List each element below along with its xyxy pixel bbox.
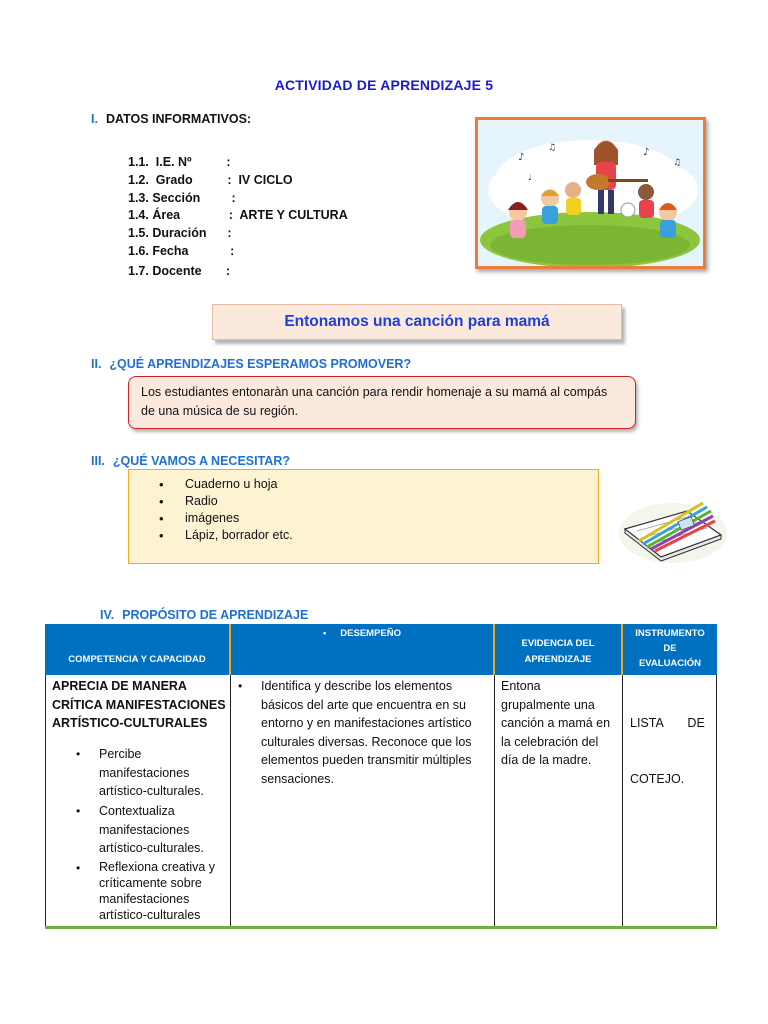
desempeno-line: básicos del arte que encuentra en su: [261, 697, 466, 712]
section-number: I.: [91, 112, 98, 126]
header-evidencia-line: APRENDIZAJE: [524, 654, 592, 665]
capacidad-line: Reflexiona creativa y: [99, 860, 216, 874]
column-divider: [622, 675, 623, 927]
info-row-seccion: 1.3. Sección :: [128, 191, 236, 205]
instrumento-line: COTEJO.: [630, 771, 685, 786]
capacidad-line: artístico-culturales.: [99, 784, 204, 798]
section-aprendizajes-heading: [91, 357, 411, 371]
section-number: IV.: [100, 608, 115, 622]
competencia-title-line: ARTÍSTICO-CULTURALES: [52, 716, 208, 730]
header-instrumento: [623, 624, 717, 675]
materials-list: [159, 476, 293, 544]
capacidad-line: manifestaciones: [99, 892, 190, 906]
desempeno-line: entorno y en manifestaciones artístico: [261, 716, 472, 730]
info-row-grado: 1.2. Grado : IV CICLO: [128, 173, 293, 187]
capacidad-line: Percibe: [99, 747, 142, 761]
section-number: II.: [91, 357, 102, 371]
header-desempeno: • DESEMPEÑO: [322, 628, 402, 639]
section-number: III.: [91, 454, 105, 468]
column-divider: [494, 675, 495, 927]
svg-text:♫: ♫: [673, 158, 682, 168]
header-instrumento-line: INSTRUMENTO: [635, 628, 705, 639]
notebook-pencils-illustration: [617, 489, 729, 567]
children-singing-illustration: [475, 117, 706, 269]
capacidad-line: críticamente sobre: [99, 876, 202, 890]
evidencia-line: Entona: [501, 679, 541, 693]
table-bottom-border: [45, 926, 717, 929]
header-instrumento-line: DE: [663, 643, 677, 654]
bullet: •: [76, 747, 81, 761]
desempeno-line: Identifica y describe los elementos: [261, 679, 453, 693]
svg-text:♫: ♫: [548, 143, 557, 153]
info-row-fecha: 1.6. Fecha :: [128, 244, 235, 258]
capacidad-item: [99, 802, 204, 858]
desempeno-line: sensaciones.: [261, 771, 334, 786]
instrumento-line: LISTA DE: [630, 716, 705, 730]
header-evidencia: [495, 624, 621, 675]
info-row-docente: 1.7. Docente :: [128, 264, 231, 278]
list-item: • Radio: [159, 493, 293, 510]
document-title: ACTIVIDAD DE APRENDIZAJE 5: [274, 77, 494, 93]
list-item: • imágenes: [159, 510, 293, 527]
list-item: • Lápiz, borrador etc.: [159, 527, 293, 544]
capacidad-line: artístico-culturales.: [99, 841, 204, 855]
section-datos-informativos-heading: [91, 112, 251, 126]
section-heading-text: ¿QUÉ APRENDIZAJES ESPERAMOS PROMOVER?: [109, 357, 412, 371]
competencia-title: [52, 677, 226, 733]
capacidad-item: [99, 859, 215, 923]
instrumento-text: [630, 677, 705, 825]
header-competencia: COMPETENCIA Y CAPACIDAD: [68, 654, 206, 665]
aprendizajes-line: de una música de su región.: [141, 404, 299, 418]
capacidad-line: artístico-culturales: [99, 908, 201, 922]
aprendizajes-line: Los estudiantes entonaràn una canción para rendir homenaje a su mamá al compás: [141, 385, 608, 399]
header-evidencia-line: EVIDENCIA DEL: [521, 638, 595, 649]
aprendizajes-box: [128, 376, 636, 429]
capacidad-line: manifestaciones: [99, 765, 190, 780]
section-heading-text: ¿QUÉ VAMOS A NECESITAR?: [112, 454, 290, 468]
bullet: •: [76, 861, 81, 875]
svg-text:♩: ♩: [528, 173, 532, 182]
table-body: [45, 675, 717, 927]
section-proposito-heading: [100, 608, 308, 622]
capacidad-line: manifestaciones: [99, 822, 190, 837]
evidencia-text: [501, 677, 610, 770]
competencia-title-line: APRECIA DE MANERA: [52, 679, 187, 693]
list-item: • Cuaderno u hoja: [159, 476, 293, 493]
evidencia-line: la celebración del: [501, 734, 599, 749]
svg-text:♪: ♪: [643, 147, 650, 158]
materials-box: [128, 469, 599, 564]
header-instrumento-line: EVALUACIÓN: [638, 658, 702, 669]
capacidad-item: [99, 745, 204, 801]
info-row-duracion: 1.5. Duración :: [128, 226, 232, 240]
svg-text:♪: ♪: [518, 152, 525, 163]
table-header: [45, 624, 717, 675]
bullet: •: [238, 679, 243, 693]
desempeno-line: culturales diversas. Reconoce que los: [261, 734, 472, 749]
evidencia-line: canción a mamá en: [501, 716, 611, 730]
info-row-area: 1.4. Área : ARTE Y CULTURA: [128, 208, 348, 222]
capacidad-line: Contextualiza: [99, 804, 175, 818]
section-necesitar-heading: [91, 454, 290, 468]
section-heading-text: PROPÓSITO DE APRENDIZAJE: [122, 608, 309, 622]
bullet: •: [76, 804, 81, 818]
info-row-ie: 1.1. I.E. Nº :: [128, 155, 231, 169]
competencia-title-line: CRÍTICA MANIFESTACIONES: [52, 697, 226, 712]
header-desempeno-label: DESEMPEÑO: [340, 628, 402, 639]
activity-banner: Entonamos una canción para mamá: [212, 304, 622, 340]
desempeno-line: elementos pueden transmitir múltiples: [261, 753, 472, 767]
desempeno-text: [261, 677, 472, 788]
section-heading-text: DATOS INFORMATIVOS:: [105, 112, 252, 126]
evidencia-line: día de la madre.: [501, 753, 592, 767]
evidencia-line: grupalmente una: [501, 697, 595, 712]
column-divider: [230, 675, 231, 927]
